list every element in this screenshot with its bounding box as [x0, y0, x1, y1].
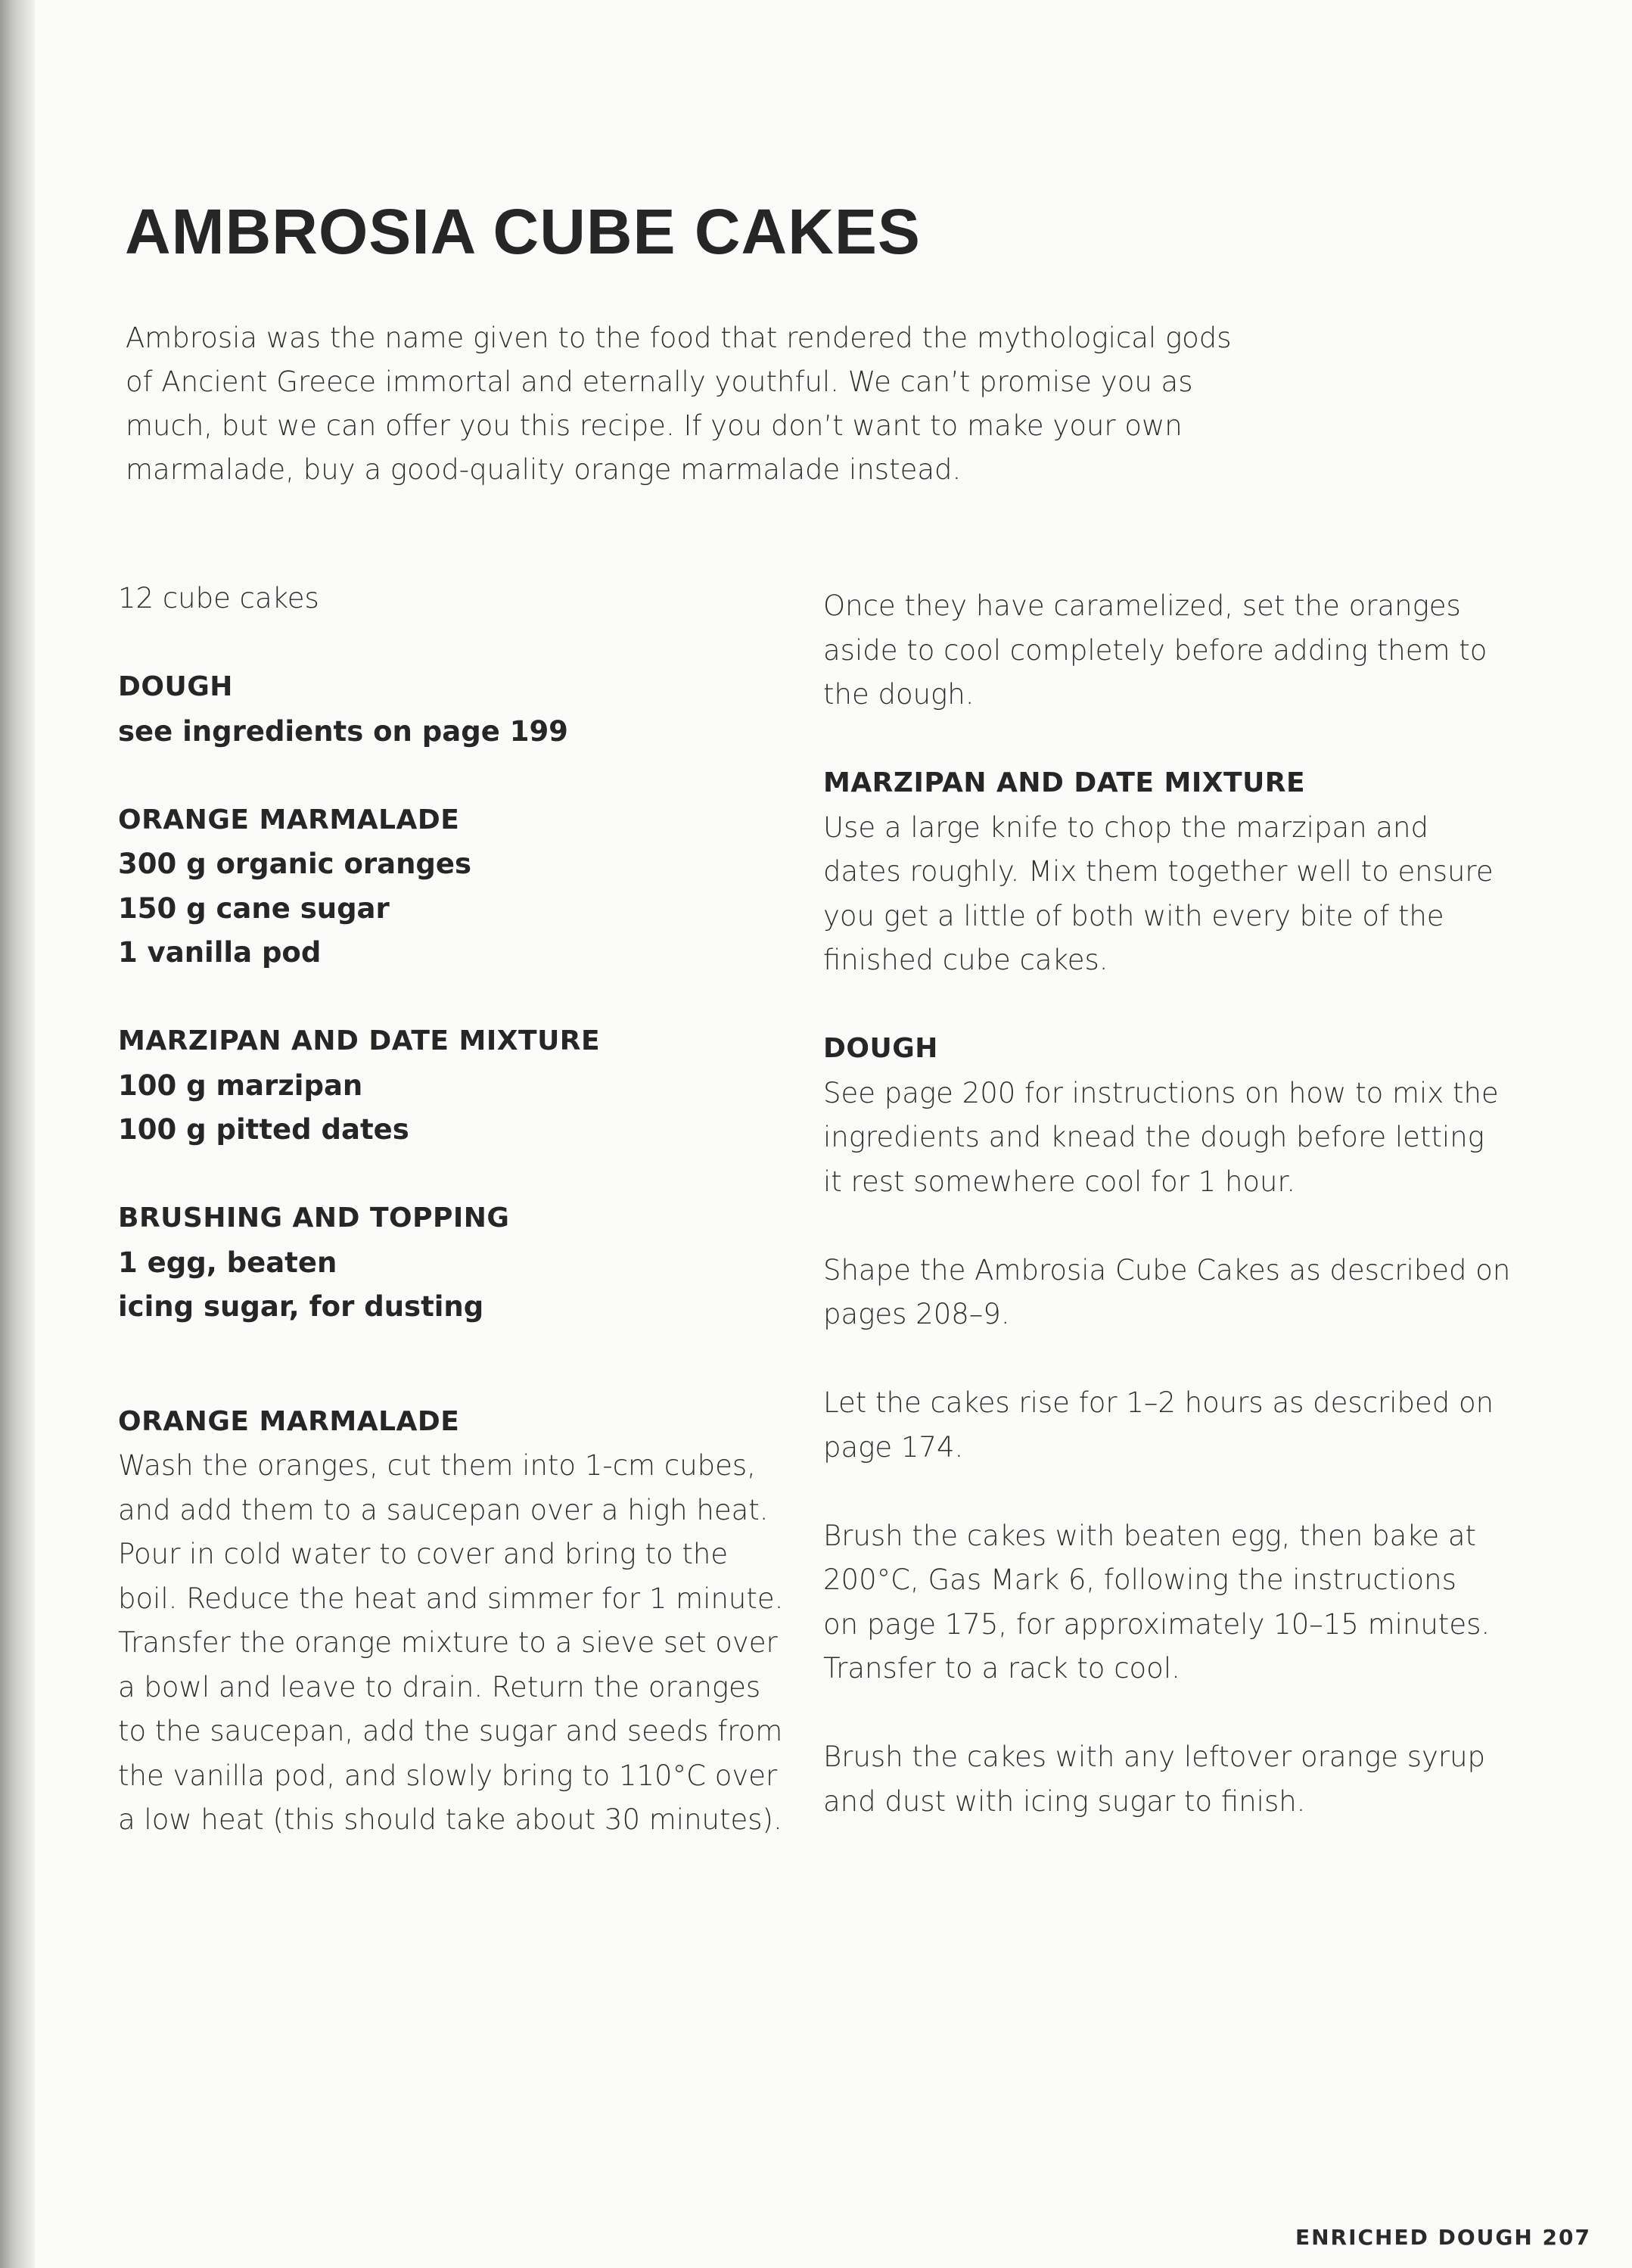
intro-line: marmalade, buy a good-quality orange marmalade instead.	[126, 453, 962, 486]
method-line: you get a little of both with every bite of the	[823, 899, 1444, 932]
method-line: ingredients and knead the dough before letting	[823, 1121, 1484, 1153]
page-number: 207	[1542, 2225, 1591, 2250]
ingredients-dough-heading: DOUGH	[118, 671, 233, 702]
footer-section-title: ENRICHED DOUGH	[1295, 2225, 1534, 2250]
right-column	[823, 584, 1519, 1824]
left-column	[118, 577, 814, 1843]
method-line: and dust with icing sugar to finish.	[823, 1784, 1306, 1818]
method-line: Brush the cakes with beaten egg, then bake at	[823, 1519, 1477, 1552]
method-line: Shape the Ambrosia Cube Cakes as described on	[823, 1253, 1511, 1286]
method-line: on page 175, for approximately 10–15 minutes.	[823, 1607, 1491, 1641]
method-line: Brush the cakes with any leftover orange syrup	[823, 1741, 1486, 1773]
method-line: Transfer to a rack to cool.	[823, 1652, 1180, 1685]
method-line: Use a large knife to chop the marzipan and	[823, 810, 1428, 844]
method-line: finished cube cakes.	[823, 944, 1108, 976]
ingredients-brushing-heading: BRUSHING AND TOPPING	[118, 1202, 510, 1234]
method-marmalade-heading: ORANGE MARMALADE	[118, 1405, 460, 1437]
ingredient-item: 150 g cane sugar	[118, 891, 390, 925]
method-line: dates roughly. Mix them together well to ensure	[823, 855, 1494, 888]
method-line: to the saucepan, add the sugar and seeds from	[118, 1715, 783, 1747]
method-dough-heading: DOUGH	[823, 1033, 938, 1064]
ingredient-item: 1 egg, beaten	[118, 1246, 337, 1279]
method-line: aside to cool completely before adding them to	[823, 633, 1487, 667]
method-line: the dough.	[823, 678, 975, 711]
method-line: 200°C, Gas Mark 6, following the instructions	[823, 1563, 1456, 1596]
ingredient-item: 300 g organic oranges	[118, 848, 472, 880]
intro-line: Ambrosia was the name given to the food that rendered the mythological gods	[126, 322, 1232, 354]
intro-paragraph	[126, 316, 1230, 492]
intro-line: of Ancient Greece immortal and eternally youthful. We can’t promise you as	[126, 366, 1193, 398]
ingredient-item: icing sugar, for dusting	[118, 1290, 484, 1323]
recipe-title: AMBROSIA CUBE CAKES	[125, 196, 921, 267]
method-line: a bowl and leave to drain. Return the oranges	[118, 1670, 761, 1703]
method-line: it rest somewhere cool for 1 hour.	[823, 1165, 1296, 1198]
ingredient-item: 100 g pitted dates	[118, 1113, 409, 1146]
method-line: page 174.	[823, 1430, 964, 1464]
method-line: Once they have caramelized, set the oranges	[823, 590, 1461, 622]
method-line: the vanilla pod, and slowly bring to 110°C over	[118, 1759, 778, 1792]
method-line: boil. Reduce the heat and simmer for 1 minute.	[118, 1582, 784, 1615]
ingredients-marmalade-heading: ORANGE MARMALADE	[118, 804, 460, 835]
method-line: Wash the oranges, cut them into 1-cm cubes,	[118, 1449, 756, 1482]
method-marzipan-heading: MARZIPAN AND DATE MIXTURE	[823, 767, 1306, 798]
ingredients-marzipan-heading: MARZIPAN AND DATE MIXTURE	[118, 1025, 601, 1056]
intro-line: much, but we can offer you this recipe. If you don’t want to make your own	[126, 409, 1183, 442]
method-line: Let the cakes rise for 1–2 hours as described on	[823, 1386, 1494, 1419]
method-line: pages 208–9.	[823, 1298, 1010, 1330]
method-line: and add them to a saucepan over a high heat.	[118, 1493, 769, 1526]
page-footer	[1295, 2225, 1591, 2250]
yield-text: 12 cube cakes	[118, 582, 319, 614]
page-gutter-shadow	[0, 0, 35, 2268]
ingredient-item: see ingredients on page 199	[118, 714, 568, 748]
ingredient-item: 1 vanilla pod	[118, 936, 322, 969]
method-line: Pour in cold water to cover and bring to the	[118, 1538, 729, 1570]
method-line: See page 200 for instructions on how to mix the	[823, 1076, 1499, 1109]
method-line: a low heat (this should take about 30 minutes).	[118, 1803, 782, 1836]
ingredient-item: 100 g marzipan	[118, 1069, 363, 1102]
method-line: Transfer the orange mixture to a sieve set over	[118, 1626, 778, 1659]
